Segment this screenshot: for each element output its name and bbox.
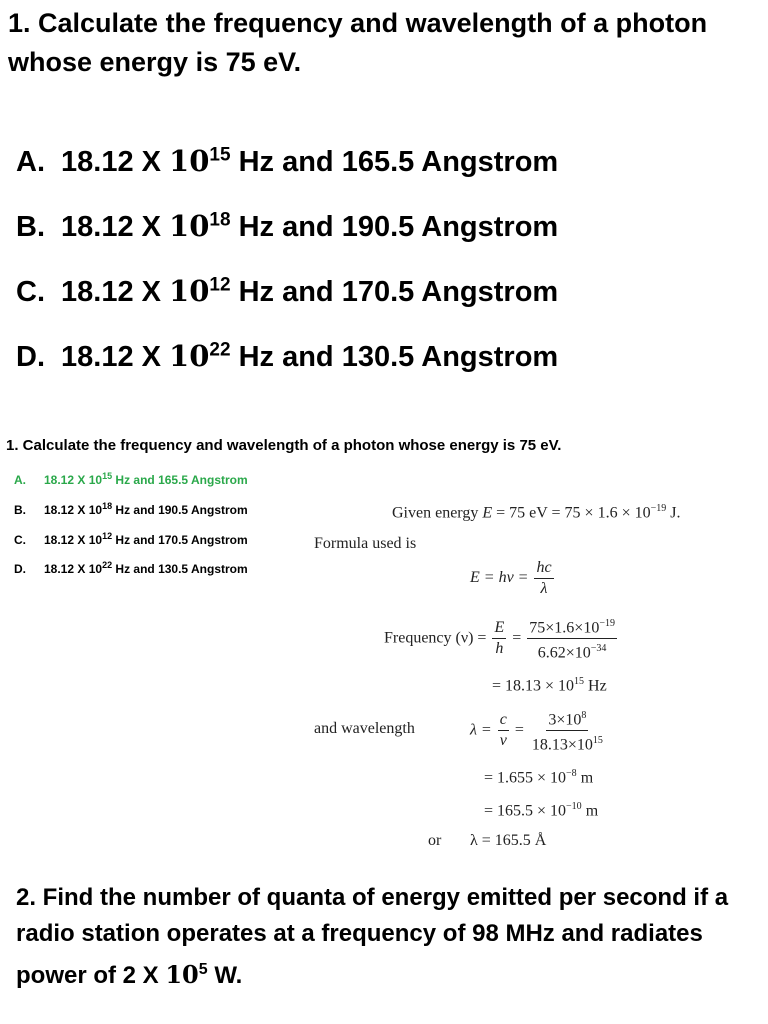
question-2-suffix: W.	[207, 962, 243, 989]
given-variable: E	[482, 504, 493, 522]
option-rest: Hz and 190.5 Angstrom	[112, 503, 248, 517]
option-letter: A.	[14, 473, 26, 487]
formula-equation	[470, 558, 556, 599]
option-mantissa: 18.12 X 10	[44, 503, 103, 517]
option-exponent: 12	[102, 531, 113, 541]
option-rest: Hz and 170.5 Angstrom	[112, 533, 248, 547]
option-base: 10	[169, 144, 210, 178]
question-2-body: 2. Find the number of quanta of energy emitted per second if a radio station operates at a frequency of 98 MHz and radiates power of 2 X	[16, 884, 729, 989]
fraction-denominator: ν	[499, 732, 507, 750]
option-base: 10	[169, 339, 210, 373]
solution-question-title: 1. Calculate the frequency and wavelength of a photon whose energy is 75 eV.	[6, 437, 562, 454]
option-mantissa: 18.12 X	[61, 146, 170, 178]
option-exponent: 22	[209, 339, 231, 361]
fraction-numerator: c	[498, 710, 509, 731]
option-c	[16, 274, 558, 309]
option-rest: Hz and 165.5 Angstrom	[112, 473, 248, 487]
frequency-label: Frequency (ν) =	[384, 629, 491, 647]
option-a	[16, 144, 558, 179]
solution-option-d	[14, 560, 248, 576]
formula-label: Formula used is	[314, 535, 417, 552]
solution-option-a-correct	[14, 471, 248, 487]
given-suffix: J.	[666, 504, 681, 522]
option-letter: A.	[16, 146, 45, 178]
numerator-exponent: 8	[581, 710, 587, 721]
equals-sign: =	[510, 721, 528, 739]
option-b	[16, 209, 558, 244]
wavelength-value-fraction	[530, 706, 605, 756]
option-mantissa: 18.12 X	[61, 276, 170, 308]
wavelength-final-result: λ = 165.5 Å	[470, 832, 547, 849]
fraction-denominator	[530, 731, 605, 755]
result-unit: m	[581, 802, 599, 820]
solution-option-c	[14, 531, 248, 547]
fraction-numerator	[546, 706, 588, 731]
energy-over-h-fraction	[492, 618, 506, 659]
option-rest: Hz and 165.5 Angstrom	[230, 146, 559, 178]
numerator-exponent: −19	[599, 618, 615, 629]
option-exponent: 15	[102, 471, 113, 481]
option-mantissa: 18.12 X	[61, 211, 170, 243]
option-exponent: 18	[102, 501, 113, 511]
option-rest: Hz and 170.5 Angstrom	[230, 276, 559, 308]
denominator-value: 18.13×10	[531, 736, 593, 754]
option-mantissa: 18.12 X	[61, 341, 170, 373]
option-d	[16, 339, 558, 374]
wavelength-label: and wavelength	[314, 720, 415, 737]
option-exponent: 18	[209, 209, 231, 231]
wavelength-equation	[470, 706, 607, 756]
given-exponent: −19	[650, 503, 667, 514]
option-letter: D.	[16, 341, 45, 373]
result-exponent: −10	[566, 801, 582, 812]
formula-lhs: E = hν =	[470, 569, 533, 587]
c-over-nu-fraction	[498, 710, 509, 751]
given-value: = 75 eV = 75 × 1.6 × 10	[492, 504, 651, 522]
frequency-value-fraction	[527, 614, 617, 664]
question-1-title: 1. Calculate the frequency and wavelength of a photon whose energy is 75 eV.	[8, 8, 708, 77]
option-rest: Hz and 130.5 Angstrom	[112, 562, 248, 576]
formula-fraction	[534, 558, 553, 599]
fraction-denominator	[536, 639, 609, 663]
result-value: = 18.13 × 10	[492, 677, 575, 695]
frequency-equation	[384, 614, 619, 664]
result-exponent: −8	[566, 768, 577, 779]
denominator-value: 6.62×10	[537, 644, 591, 662]
given-energy-line	[392, 503, 680, 522]
result-unit: m	[576, 769, 594, 787]
option-letter: C.	[16, 276, 45, 308]
wavelength-result-1	[484, 768, 593, 787]
fraction-numerator: E	[492, 618, 506, 639]
option-rest: Hz and 190.5 Angstrom	[230, 211, 559, 243]
wavelength-lhs: λ =	[470, 721, 496, 739]
question-2-base: 10	[165, 960, 199, 989]
result-unit: Hz	[584, 677, 607, 695]
frequency-result	[492, 676, 607, 695]
result-value: = 165.5 × 10	[484, 802, 567, 820]
result-exponent: 15	[574, 676, 585, 687]
option-exponent: 22	[102, 560, 113, 570]
option-mantissa: 18.12 X 10	[44, 473, 103, 487]
denominator-exponent: 15	[592, 735, 603, 747]
numerator-value: 75×1.6×10	[529, 619, 600, 637]
result-value: = 1.655 × 10	[484, 769, 567, 787]
wavelength-or-label: or	[428, 832, 442, 849]
option-exponent: 15	[209, 144, 231, 166]
equals-sign: =	[508, 629, 526, 647]
option-base: 10	[169, 274, 210, 308]
option-letter: C.	[14, 533, 26, 547]
question-2-text	[16, 880, 766, 994]
wavelength-result-2	[484, 801, 598, 820]
option-exponent: 12	[209, 274, 231, 296]
option-letter: D.	[14, 562, 26, 576]
denominator-exponent: −34	[590, 643, 607, 655]
solution-option-b	[14, 501, 248, 517]
option-letter: B.	[14, 503, 26, 517]
option-mantissa: 18.12 X 10	[44, 533, 103, 547]
fraction-numerator: hc	[534, 558, 553, 579]
question-2-exponent: 5	[198, 961, 208, 978]
option-base: 10	[169, 209, 210, 243]
fraction-denominator: λ	[540, 580, 548, 597]
option-letter: B.	[16, 211, 45, 243]
fraction-denominator: h	[495, 640, 504, 658]
option-mantissa: 18.12 X 10	[44, 562, 103, 576]
fraction-numerator	[527, 614, 617, 639]
given-prefix: Given energy	[392, 504, 483, 522]
numerator-value: 3×10	[548, 711, 582, 729]
option-rest: Hz and 130.5 Angstrom	[230, 341, 559, 373]
